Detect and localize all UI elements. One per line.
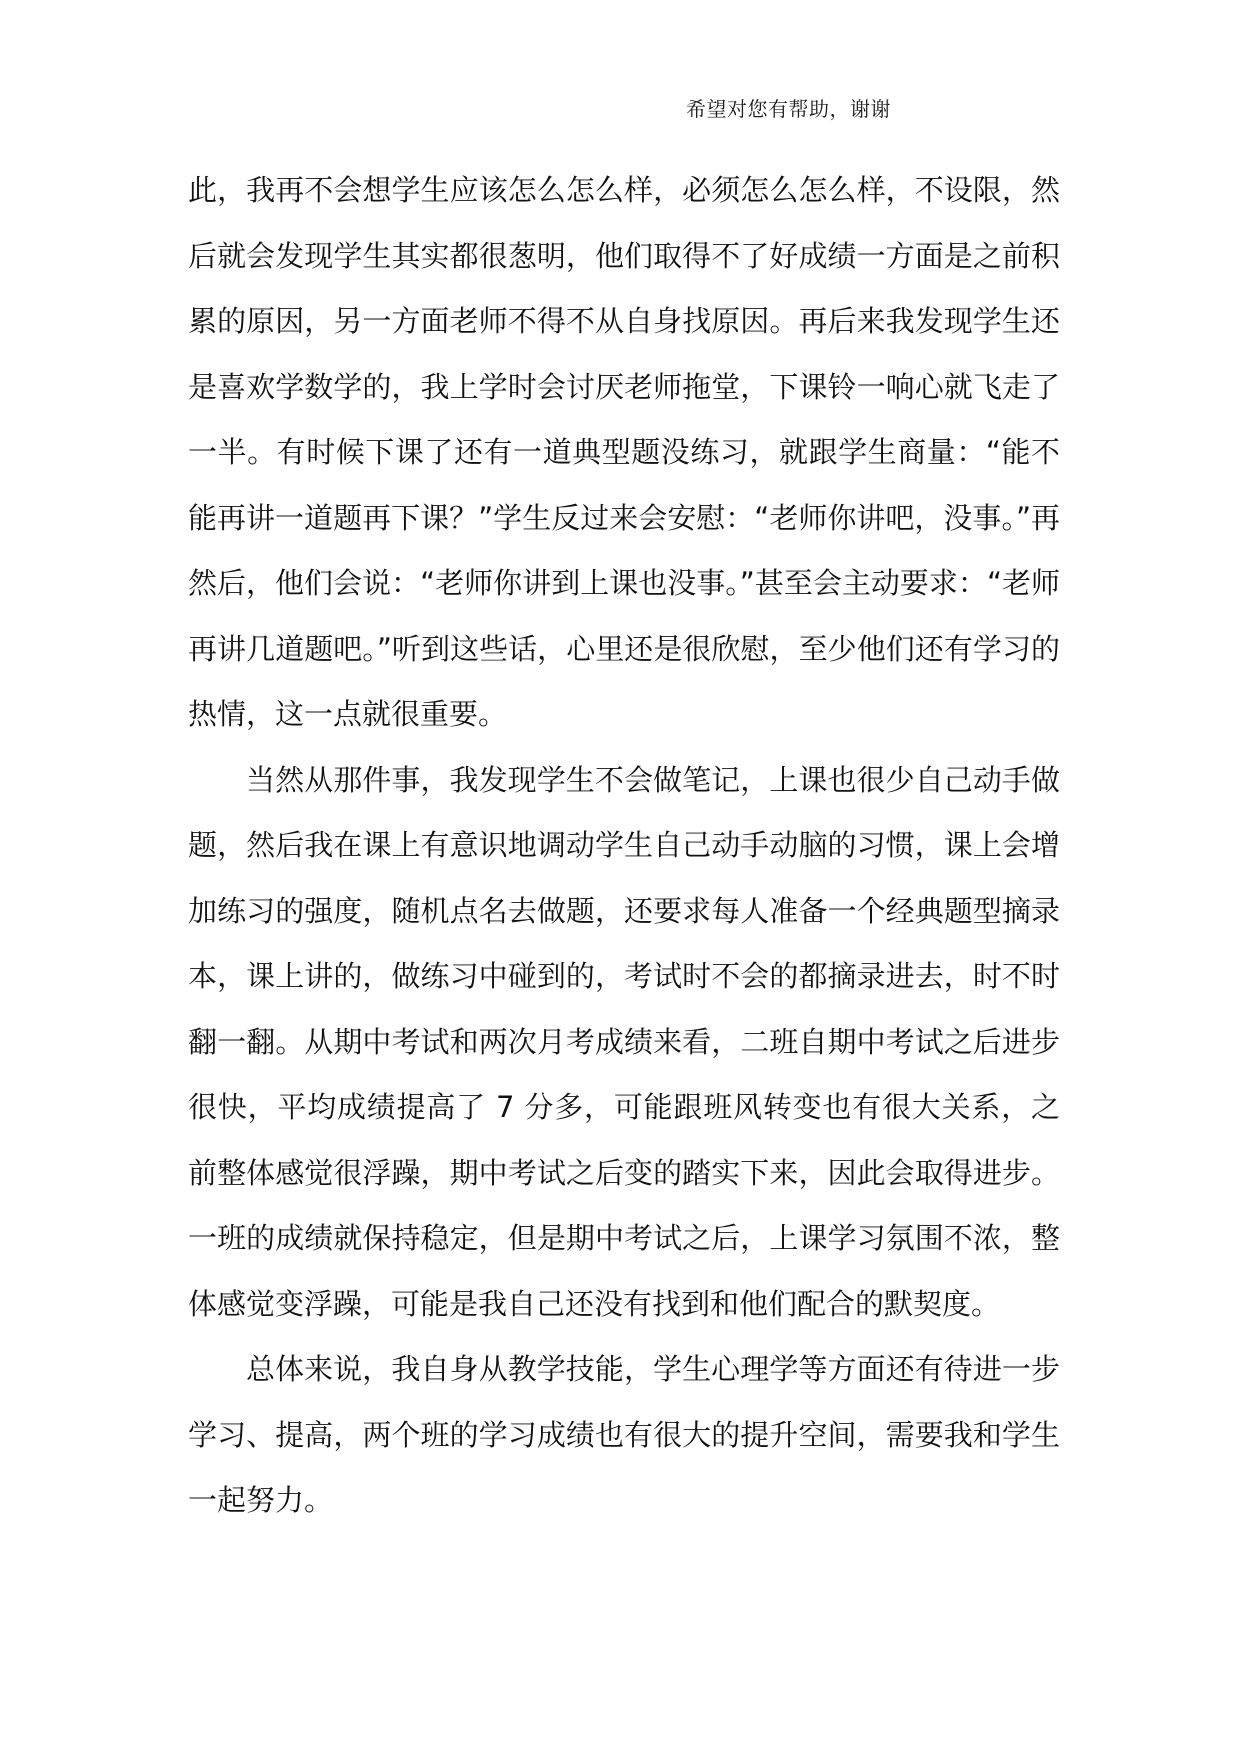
page-header: 希望对您有帮助，谢谢 xyxy=(686,97,891,121)
paragraph-summary: 总体来说，我自身从教学技能，学生心理学等方面还有待进一步学习、提高，两个班的学习成绩也有很大的提升空间，需要我和学生一起努力。 xyxy=(188,1352,1060,1517)
paragraph-continued: 此，我再不会想学生应该怎么怎么样，必须怎么怎么样，不设限，然后就会发现学生其实都很葱明，他们取得不了好成绩一方面是之前积累的原因，另一方面老师不得不从自身找原因。再后来我发现学生还是喜欢学数学的，我上学时会讨厌老师拖堂，下课铃一响心就飞走了一半。有时候下课了还有一道典型题没练习，就跟学生商量：“能不能再讲一道题再下课？”学生反过来会安慰：“老师你讲吧，没事。”再然后，他们会说：“老师你讲到上课也没事。”甚至会主动要求：“老师再讲几道题吧。”听到这些话，心里还是很欣慰，至少他们还有学习的热情，这一点就很重要。 xyxy=(188,173,1060,731)
document-body xyxy=(188,158,1060,1534)
paragraph-notes-and-progress: 当然从那件事，我发现学生不会做笔记，上课也很少自己动手做题，然后我在课上有意识地调动学生自己动手动脑的习惯，课上会增加练习的强度，随机点名去做题，还要求每人准备一个经典题型摘录本，课上讲的，做练习中碰到的，考试时不会的都摘录进去，时不时翻一翻。从期中考试和两次月考成绩来看，二班自期中考试之后进步很快，平均成绩提高了 7 分多，可能跟班风转变也有很大关系，之前整体感觉很浮躁，期中考试之后变的踏实下来，因此会取得进步。一班的成绩就保持稳定，但是期中考试之后，上课学习氛围不浓，整体感觉变浮躁，可能是我自己还没有找到和他们配合的默契度。 xyxy=(188,762,1060,1321)
